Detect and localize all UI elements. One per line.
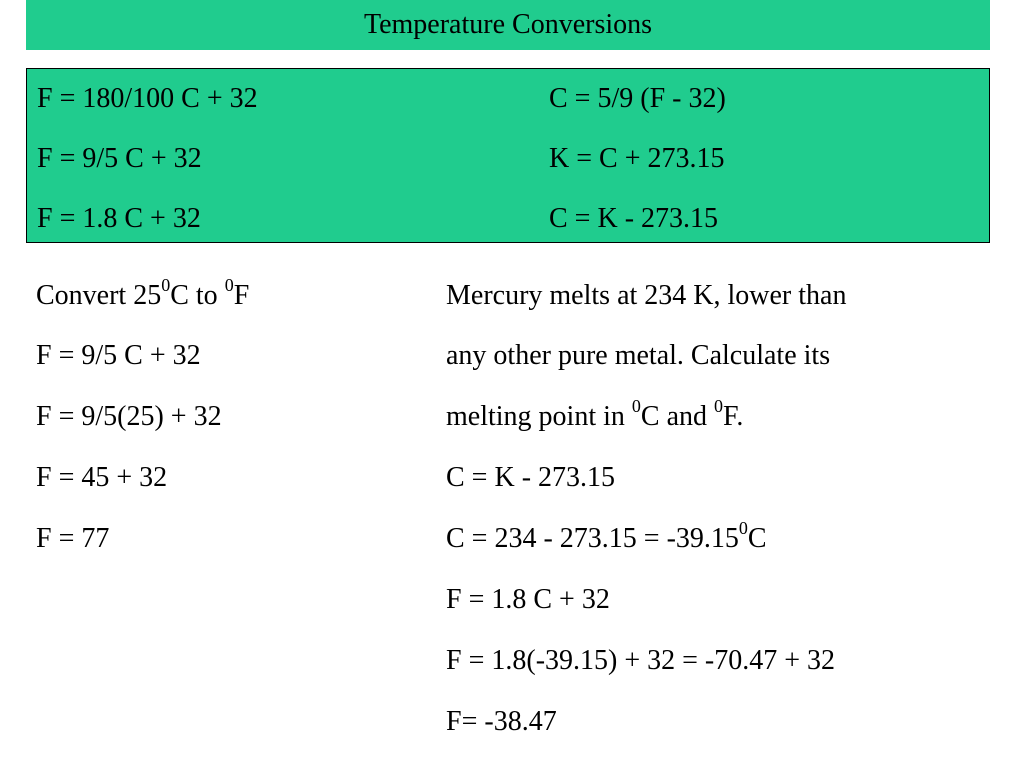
formula-c-from-k: C = K - 273.15 bbox=[549, 203, 719, 234]
example2-step-3: F = 1.8 C + 32 bbox=[446, 584, 610, 615]
formula-f-from-c-decimal: F = 1.8 C + 32 bbox=[37, 203, 201, 234]
example1-step-3: F = 45 + 32 bbox=[36, 462, 168, 493]
formula-box bbox=[26, 68, 990, 243]
example2-step-5: F= -38.47 bbox=[446, 706, 557, 737]
formula-f-from-c-fraction: F = 180/100 C + 32 bbox=[37, 83, 258, 114]
example2-problem-line-1: Mercury melts at 234 K, lower than bbox=[446, 280, 847, 311]
example1-step-4: F = 77 bbox=[36, 523, 110, 554]
example2-step-1: C = K - 273.15 bbox=[446, 462, 616, 493]
example2-problem-line-2: any other pure metal. Calculate its bbox=[446, 340, 831, 371]
formula-k-from-c: K = C + 273.15 bbox=[549, 143, 725, 174]
example2-step-2: $C = 234 - 273.15 = -39.15^0C$ bbox=[446, 517, 767, 554]
example2-problem-line-3: melting point in $^0$C and $^0$F. bbox=[446, 395, 744, 432]
formula-c-from-f: C = 5/9 (F - 32) bbox=[549, 83, 726, 114]
example1-step-2: F = 9/5(25) + 32 bbox=[36, 401, 222, 432]
page-title: Temperature Conversions bbox=[363, 9, 653, 40]
example1-step-1: F = 9/5 C + 32 bbox=[36, 340, 201, 371]
formula-f-from-c-ninefifths: F = 9/5 C + 32 bbox=[37, 143, 202, 174]
example1-heading: Convert $25^0C$ to $^0$F bbox=[36, 274, 250, 311]
example2-step-4: F = 1.8(-39.15) + 32 = -70.47 + 32 bbox=[446, 645, 836, 676]
title-bar bbox=[26, 0, 990, 50]
